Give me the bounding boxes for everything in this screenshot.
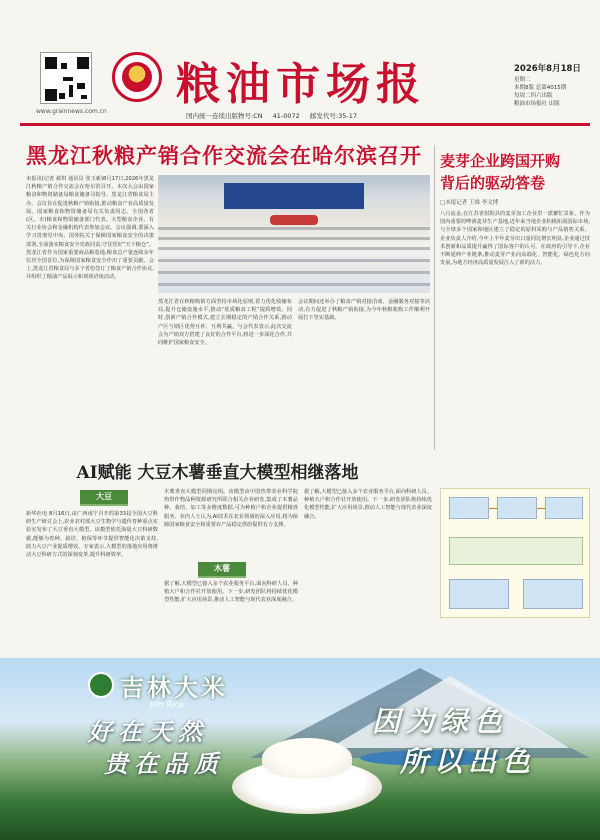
issue-meta: 本期8版 总第4015期 [514, 85, 567, 91]
qr-code[interactable] [40, 52, 92, 104]
issue-meta: 粮油市场报社 出版 [514, 101, 560, 107]
rice-pile-image [262, 738, 352, 778]
side-article-body: 八月流金,在江苏省射阳县的麦芽加工企业里一派繁忙景象。作为国内重要的啤酒麦芽生产基地,近年来当地企业积极拓展国际市场,与全球多个国家和地区建立了稳定的原料采购与产品销售关系。企业负责人介绍,今年上半年麦芽出口量同比增长明显,企业通过技术创新和品质提升赢得了国际客户的认可。在政府的引导下,企业不断延伸产业链条,推动麦芽产业向高端化、智能化、绿色化方向发展,为地方经济高质量发展注入了新的活力。 [440, 211, 590, 267]
lead-headline[interactable]: 黑龙江秋粮产销合作交流会在哈尔滨召开 [26, 144, 422, 168]
ai-body-col2: 木薯垂直大模型同期亮相。该模型由中国热带农业科学院热带作物品种资源研究所联合相关企业研发,集成了木薯品种、栽培、加工等多维度数据,可为种植户和企业提供精准服务。业内人士认为,AI技术在农业领域的深入应用,将为保障国家粮食安全和重要农产品稳定供给提供有力支撑。 [164, 489, 298, 528]
side-article-title[interactable] [440, 150, 560, 194]
cassava-tag: 木薯 [198, 562, 246, 576]
ad-slogan-line2: 贵在品质 [104, 749, 224, 778]
ad-slogan-line3: 因为绿色 [372, 705, 509, 738]
issue-date: 2026年8月18日 [514, 64, 581, 74]
masthead-divider [20, 123, 590, 126]
newspaper-title: 粮油市场报 [176, 59, 426, 110]
website-url[interactable]: www.grainnews.com.cn [36, 108, 107, 115]
ad-brand-english: Jilin Rice [150, 700, 184, 709]
soybean-tag: 大豆 [80, 490, 128, 504]
ai-body-col1: 新华社电 8月16日,由广西南宁召开的第33届全国大豆科研生产研讨会上,农业农村部大豆生物学与遗传育种重点实验室发布了大豆垂直大模型。该模型依托海量大豆科研数据,能够为育种、栽培、植保等环节提供智能化决策支持,助力大豆产业提质增效。专家表示,大模型的落地应用将推动大豆科研方式的深刻变革,提升科研效率。 [26, 511, 158, 559]
flow-diagram-figure [440, 488, 590, 618]
issn-line: 国内统一连续出版物号:CN 41-0072 邮发代号:35-17 [186, 112, 357, 120]
ai-body-col3: 据了解,大模型已接入多个农业服务平台,面向科研人员、种植大户和合作社开放使用。下一步,研发团队将持续优化模型性能,扩大应用场景,推动人工智能与现代农业深度融合。 [304, 489, 432, 520]
conference-photo [158, 175, 430, 293]
side-title-line: 背后的驱动答卷 [440, 174, 546, 192]
lead-body-col2: 黑龙江省在秋粮购销方面坚持市场化原则,着力优化收储布局,提升仓储设施水平,推动“优质粮食工程”提质增效。同时,创新产销合作模式,建立长期稳定的产销合作关系,推动产区与销区优势互补、互利共赢。与会代表表示,此次交流会为产销双方搭建了良好的合作平台,将进一步深化合作,共同维护国家粮食安全。 [158, 299, 292, 347]
ad-slogan-line4: 所以出色 [400, 745, 537, 778]
issue-meta: 每周二四六出版 [514, 93, 553, 99]
ai-section-headline[interactable]: AI赋能 大豆木薯垂直大模型相继落地 [76, 463, 359, 483]
rice-brand-logo-icon [88, 672, 114, 698]
issue-meta: 星期二 [514, 77, 531, 83]
ad-brand-name: 吉林大米 [120, 673, 228, 702]
masthead [0, 0, 600, 120]
ad-slogan-line1: 好在天然 [88, 717, 208, 746]
side-byline: □本报记者 王维 李文博 [440, 200, 499, 206]
lead-body-col3: 会议期间还举办了粮食产销对接洽谈、金融服务对接等活动,有力促进了秋粮产销衔接,为今年秋粮收购工作顺利开展打下坚实基础。 [298, 299, 430, 322]
column-divider [434, 145, 435, 450]
ai-body-col2b: 据了解,大模型已接入多个农业服务平台,面向科研人员、种植大户和合作社开放使用。下一步,研发团队将持续优化模型性能,扩大应用场景,推动人工智能与现代农业深度融合。 [164, 581, 298, 604]
emblem-icon [112, 52, 162, 102]
side-title-line: 麦芽企业跨国开购 [440, 152, 561, 170]
lead-body-col1: 本报讯(记者 郝琪 通讯员 张玉新)8月17日,2026年黑龙江秋粮产销合作交流会在哈尔滨召开。本次大会由国家粮食和物资储备局粮食储备司指导、黑龙江省粮食局主办。会议旨在促进秋粮产销衔接,推动粮食产业高质量发展。国家粮食和物资储备局有关负责同志、全国各省(区、市)粮食和物资储备部门代表、大型粮食企业、有关行业协会和金融机构代表参加会议。会议强调,要深入学习贯彻党中央、国务院关于保障国家粮食安全的决策部署,全面落实粮食安全党政同责,守住管好“天下粮仓”。黑龙江省作为国家重要商品粮基地,粮食总产量连续多年位居全国首位,为保障国家粮食安全作出了重要贡献。会上,黑龙江省粮食局与多个省份签订了粮食产销合作协议,并组织了粮油产品展示和现场洽谈活动。 [26, 176, 154, 281]
